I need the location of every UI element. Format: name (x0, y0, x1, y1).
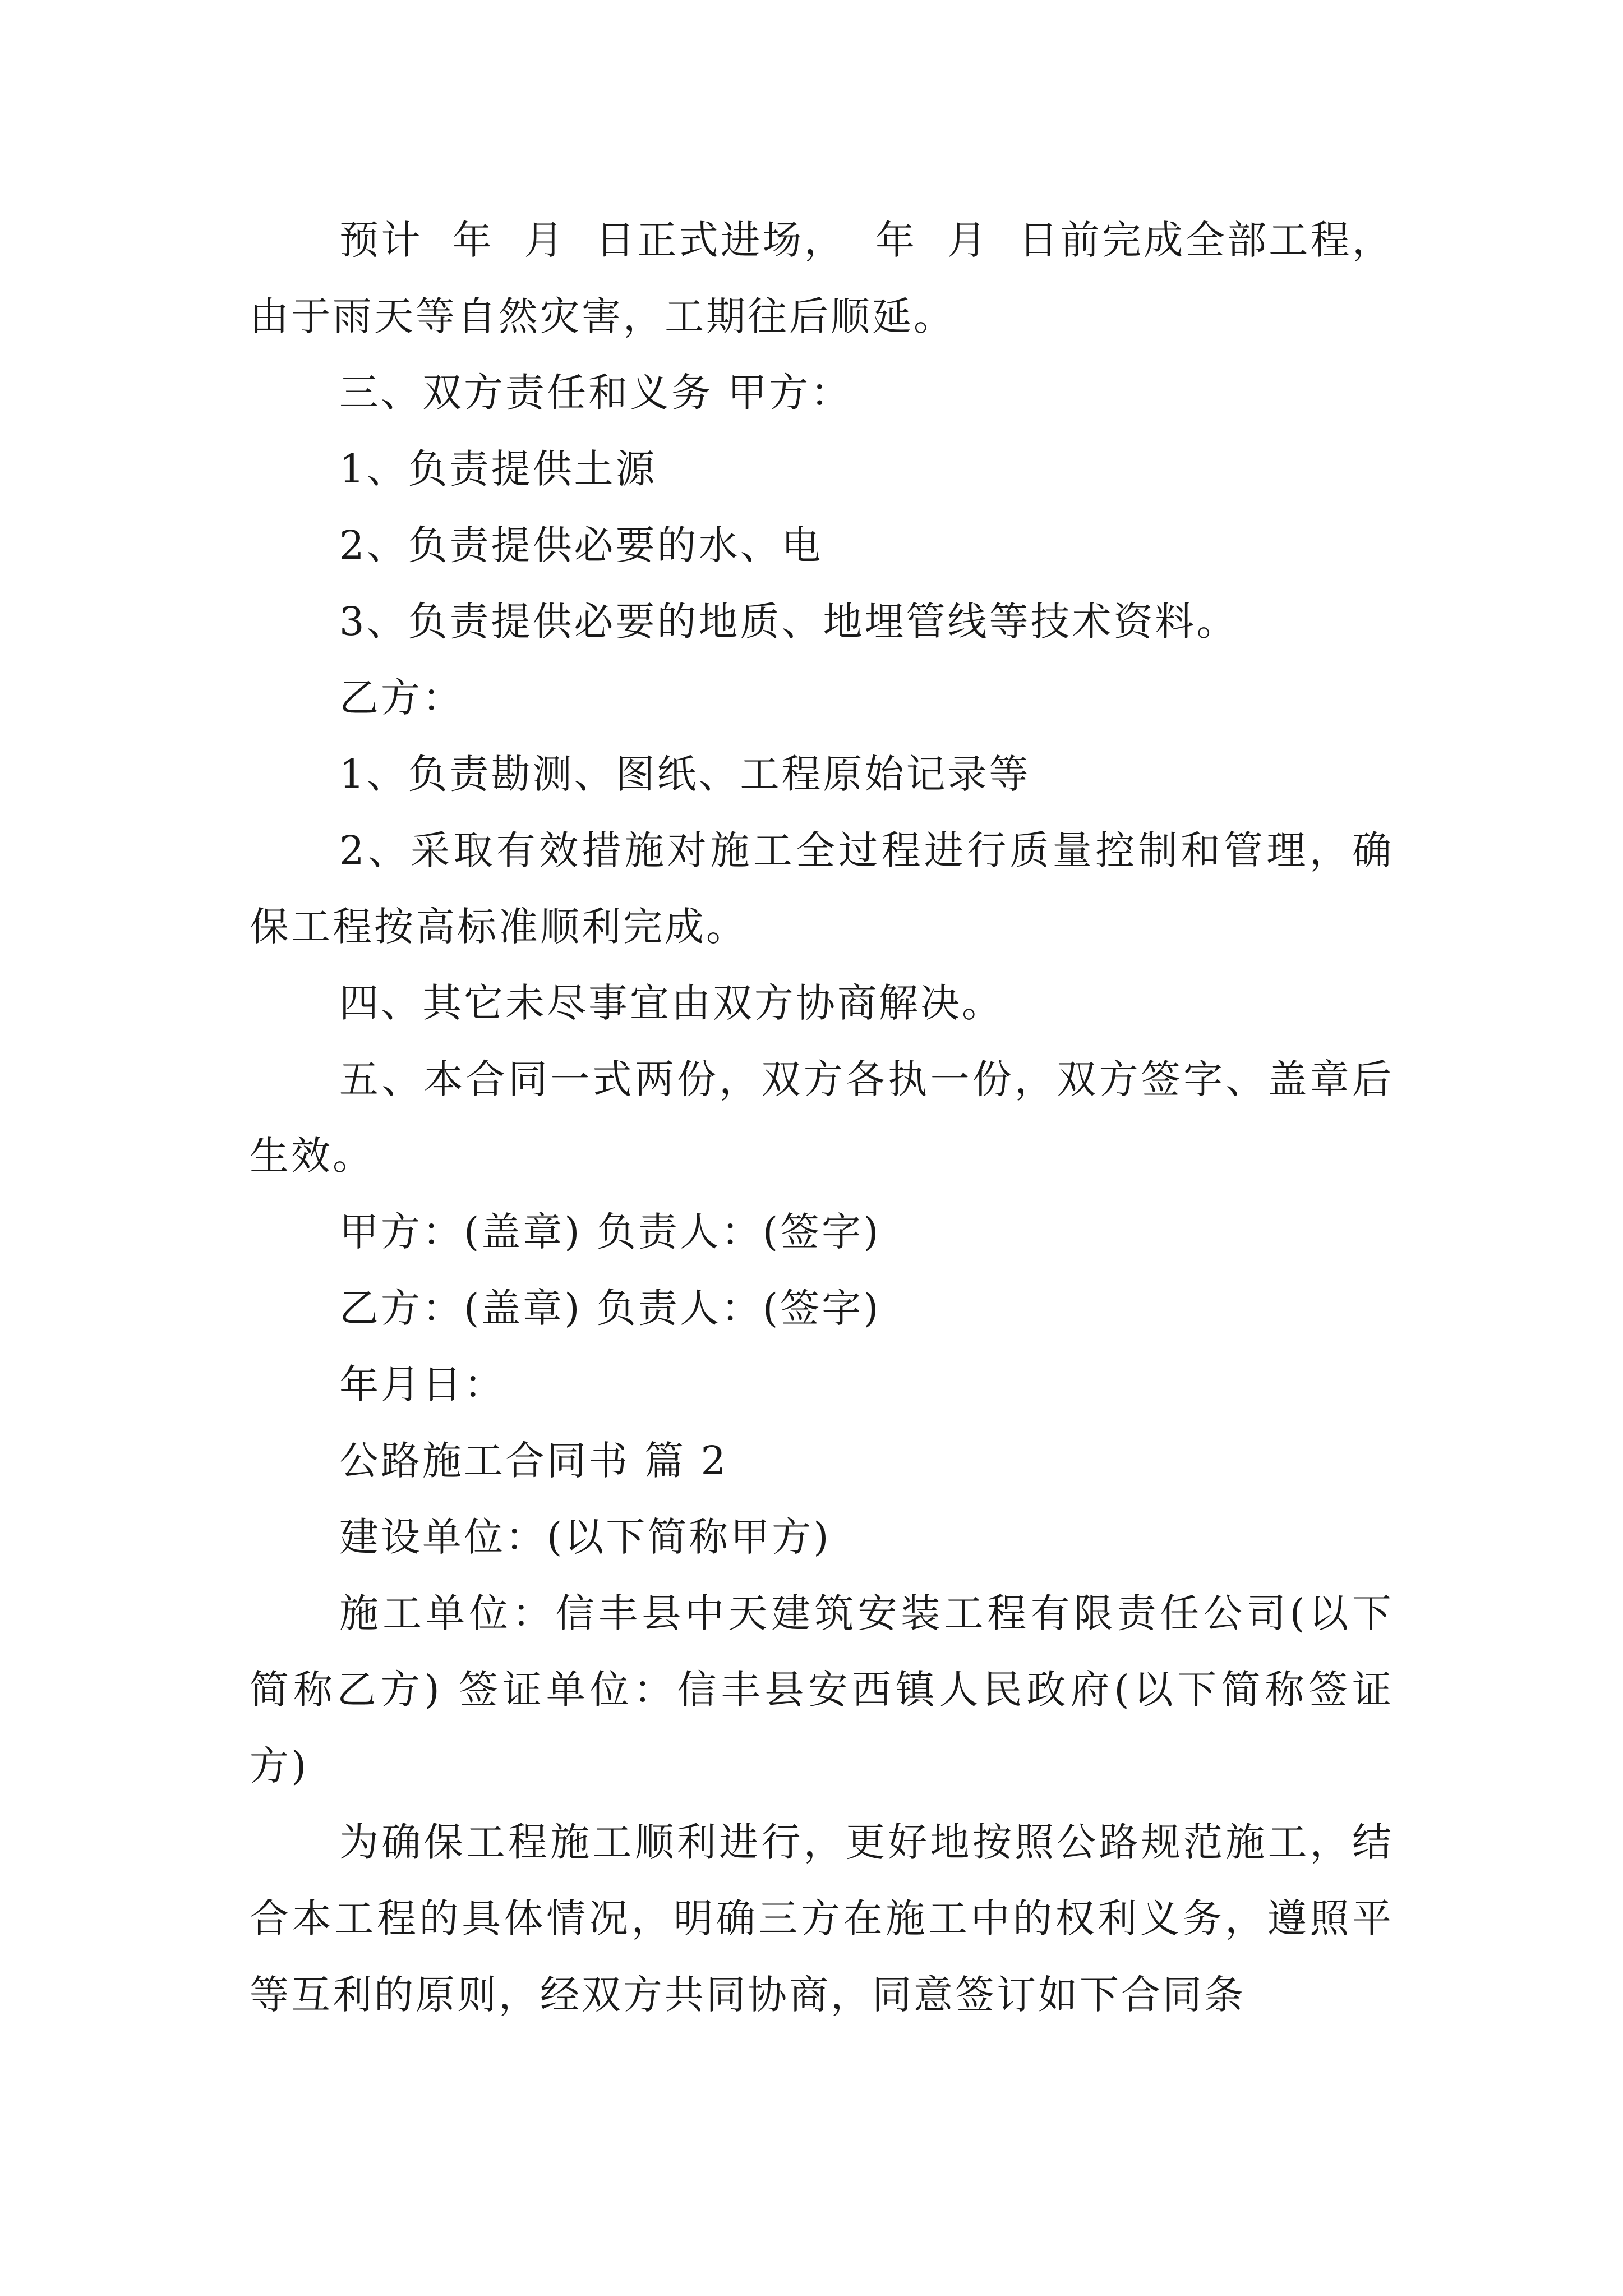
party-a-item-1: 1、负责提供土源 (339, 446, 657, 492)
party-b-signature-line: 乙方：(盖章) 负责人：(签字) (339, 1285, 881, 1331)
party-b-heading: 乙方： (339, 675, 464, 721)
section-five: 五、本合同一式两份，双方各执一份，双方签字、盖章后生效。 (250, 1056, 1394, 1179)
contractor-unit-line: 施工单位：信丰县中天建筑安装工程有限责任公司(以下简称乙方) 签证单位：信丰县安西镇人民政府(以下简称签证方) (250, 1590, 1394, 1789)
contract-title-part-2: 公路施工合同书 篇 2 (339, 1438, 728, 1484)
construction-unit-line: 建设单位：(以下简称甲方) (339, 1514, 831, 1560)
party-b-item-1: 1、负责勘测、图纸、工程原始记录等 (339, 751, 1031, 797)
document-body (250, 202, 1394, 2033)
party-b-item-2: 2、采取有效措施对施工全过程进行质量控制和管理，确保工程按高标准顺利完成。 (250, 827, 1394, 950)
date-line: 年月日： (339, 1361, 505, 1407)
section-three-heading: 三、双方责任和义务 甲方： (339, 370, 852, 416)
party-a-item-2: 2、负责提供必要的水、电 (339, 522, 823, 568)
party-a-signature-line: 甲方：(盖章) 负责人：(签字) (339, 1209, 881, 1255)
section-four: 四、其它未尽事宜由双方协商解决。 (339, 980, 1003, 1026)
paragraph-schedule: 预计 年 月 日正式进场， 年 月 日前完成全部工程，由于雨天等自然灾害，工期往后顺延。 (250, 217, 1394, 339)
preamble-paragraph: 为确保工程施工顺利进行，更好地按照公路规范施工，结合本工程的具体情况，明确三方在施工中的权利义务，遵照平等互利的原则，经双方共同协商，同意签订如下合同条 (250, 1819, 1394, 2018)
party-a-item-3: 3、负责提供必要的地质、地埋管线等技术资料。 (339, 599, 1238, 645)
